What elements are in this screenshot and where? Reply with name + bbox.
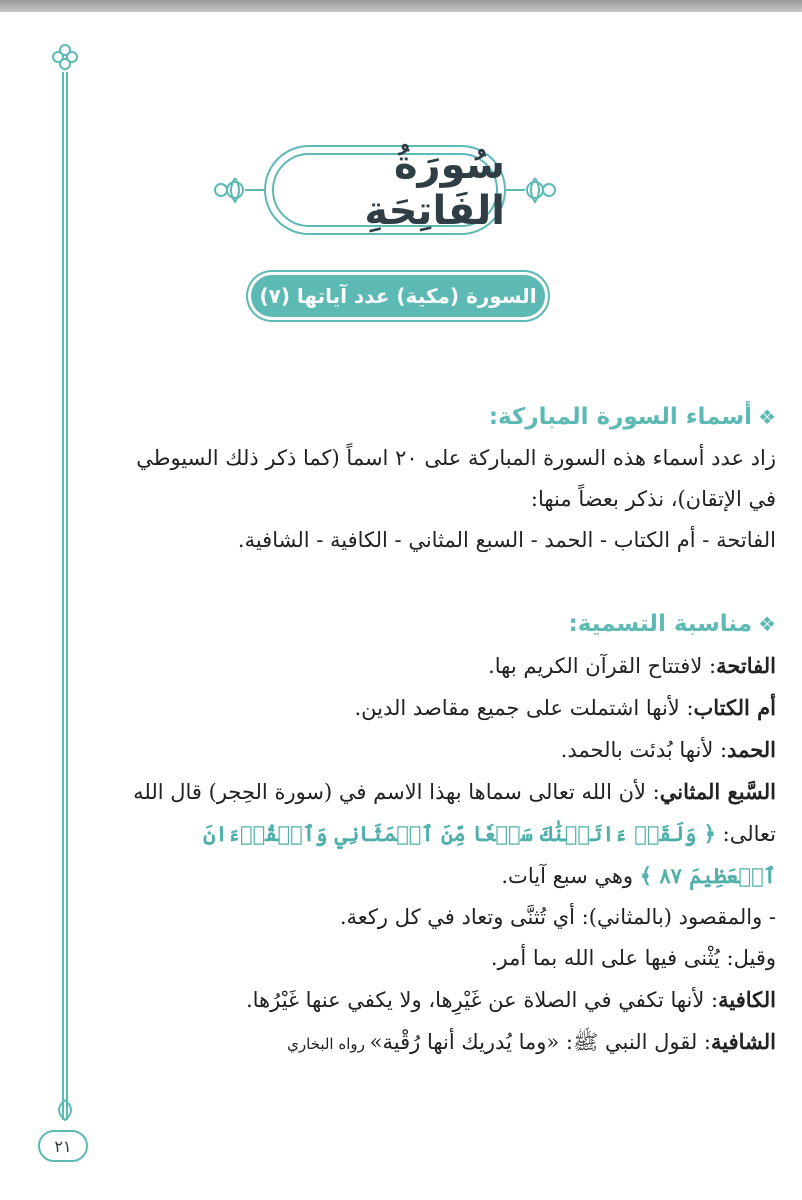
paragraph-names-intro: زاد عدد أسماء هذه السورة المباركة على ٢٠ اسماً (كما ذكر ذلك السيوطي في الإتقان)، نذكر بعضاً منها: — [136, 446, 776, 511]
side-ornament-line — [52, 40, 78, 1160]
surah-title: سُورَةُ الفَاتِحَةِ — [364, 142, 505, 234]
surah-info-text: السورة (مكية) عدد آياتها (٧) — [259, 284, 537, 308]
list-item: أم الكتاب: لأنها اشتملت على جميع مقاصد الدين. — [354, 695, 776, 720]
quran-verse: ﴿ وَلَقَدۡ ءَاتَيۡنَٰكَ سَبۡعٗا مِّنَ ٱلۡمَثَانِي وَٱلۡقُرۡءَانَ ٱلۡعَظِيمَ ٨٧ ﴾ — [203, 821, 776, 888]
list-item: الكافية: لأنها تكفي في الصلاة عن غَيْرِها، ولا يكفي عنها غَيْرُها. — [245, 987, 776, 1012]
section-heading-names: ❖أسماء السورة المباركة: — [488, 404, 776, 430]
section-heading-naming: ❖مناسبة التسمية: — [568, 611, 776, 637]
top-bar — [0, 0, 802, 12]
paragraph-qeel: وقيل: يُثْنى فيها على الله بما أمر. — [490, 946, 776, 970]
hadith-source: رواه البخاري — [287, 1035, 370, 1053]
page-number: ٢١ — [38, 1130, 88, 1162]
list-item: الحمد: لأنها بُدئت بالحمد. — [560, 737, 776, 762]
list-item: الفاتحة: لافتتاح القرآن الكريم بها. — [488, 653, 776, 678]
list-item-sab-mathani: السَّبع المثاني: لأن الله تعالى سماها بهذا الاسم في (سورة الحِجر) قال الله تعالى: ﴿ وَلَقَدۡ ءَاتَيۡنَٰكَ سَبۡعٗا مِّنَ ٱلۡمَثَانِي وَٱلۡقُرۡءَانَ ٱلۡعَظِيمَ ٨٧ ﴾ وهي سبع آيات. — [133, 779, 776, 888]
surah-info-badge — [248, 272, 548, 320]
flower-icon: ❖ — [758, 405, 776, 429]
paragraph-maqsud: - والمقصود (بالمثاني): أي تُثنَّى وتعاد في كل ركعة. — [339, 905, 776, 929]
main-content — [118, 396, 776, 1065]
paragraph-names-list: الفاتحة - أم الكتاب - الحمد - السبع المثاني - الكافية - الشافية. — [237, 528, 776, 552]
list-item: الشافية: لقول النبي ﷺ: «وما يُدريك أنها رُقْية» رواه البخاري — [287, 1029, 776, 1054]
flower-icon: ❖ — [758, 612, 776, 636]
